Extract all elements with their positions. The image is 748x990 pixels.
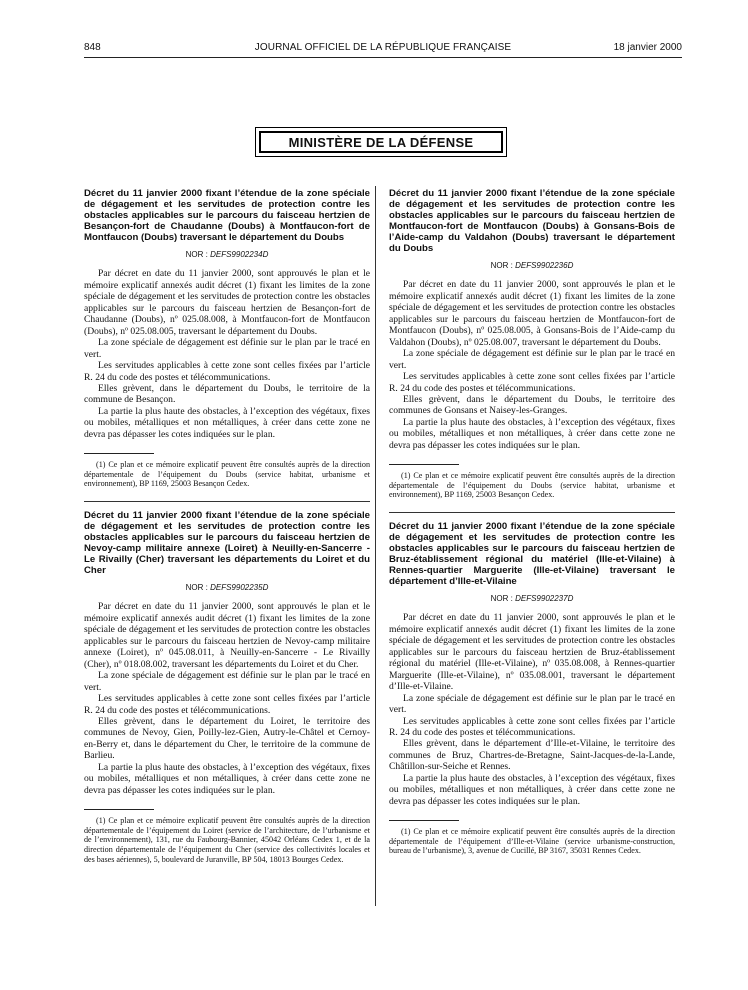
- decree-paragraph: Les servitudes applicables à cette zone sont celles fixées par l’article R. 24 du code des postes et télécommunications.: [389, 715, 675, 739]
- decree-paragraph: Par décret en date du 11 janvier 2000, sont approuvés le plan et le mémoire explicatif annexés audit décret (1) fixant les limites de la zone spéciale de dégagement et les servitudes de protection contre les obstacles applicables sur le parcours du faisceau hertzien de Besançon-fort de Chaudanne (Doubs), nº 025.08.008, à Montfaucon-fort de Montfaucon (Doubs), nº 025.08.005, traversant le département du Doubs.: [84, 268, 370, 337]
- decree-paragraph: La zone spéciale de dégagement est définie sur le plan par le tracé en vert.: [389, 348, 675, 371]
- nor-code: DEFS9902234D: [210, 250, 269, 259]
- decree-paragraph: La zone spéciale de dégagement est définie sur le plan par le tracé en vert.: [84, 337, 370, 360]
- decree-paragraph: La partie la plus haute des obstacles, à l’exception des végétaux, fixes ou mobiles, métalliques et non métalliques, à créer dans cette zone ne devra pas dépasser les cotes indiquées sur le plan.: [84, 405, 370, 440]
- nor-reference: [389, 260, 675, 271]
- footnote: (1) Ce plan et ce mémoire explicatif peuvent être consultés auprès de la direction départementale de l’équipement du Doubs (service habitat, urbanisme et environnement), BP 1169, 25003 Besançon Cedex.: [389, 471, 675, 500]
- decree: [84, 188, 370, 489]
- decree-title: Décret du 11 janvier 2000 fixant l’étendue de la zone spéciale de dégagement et les servitudes de protection contre les obstacles applicables sur le parcours du faisceau hertzien de Montfaucon-fort de Montfaucon (Doubs) à Gonsans-Bois de l’Aide-camp du Valdahon (Doubs) traversant le département du Doubs: [389, 188, 675, 254]
- nor-label: NOR :: [490, 594, 513, 604]
- nor-label: NOR :: [185, 583, 208, 593]
- footnote-rule: [84, 453, 154, 454]
- nor-label: NOR :: [490, 261, 513, 270]
- page-number: 848: [84, 42, 101, 53]
- decree-paragraph: Les servitudes applicables à cette zone sont celles fixées par l’article R. 24 du code des postes et télécommunications.: [84, 693, 370, 716]
- decree-paragraph: Elles grèvent, dans le département d’Ille-et-Vilaine, le territoire des communes de Bruz, Chartres-de-Bretagne, Saint-Jacques-de-la-Lande, Châtillon-sur-Seiche et Rennes.: [389, 738, 675, 773]
- decree-paragraph: La zone spéciale de dégagement est définie sur le plan par le tracé en vert.: [84, 670, 370, 693]
- nor-reference: [389, 593, 675, 604]
- decree-paragraph: Elles grèvent, dans le département du Loiret, le territoire des communes de Nevoy, Gien, Poilly-lez-Gien, Autry-le-Châtel et Cernoy-en-Berry et, dans le département du Cher, le territoire de la commune de Barlieu.: [84, 716, 370, 762]
- decree: [84, 510, 370, 864]
- decree: [389, 188, 675, 500]
- nor-reference: [84, 582, 370, 593]
- footnote-rule: [389, 464, 459, 465]
- decree-body: [389, 612, 675, 807]
- nor-code: DEFS9902235D: [210, 583, 269, 593]
- left-column: [84, 188, 370, 864]
- footnote: (1) Ce plan et ce mémoire explicatif peuvent être consultés auprès de la direction départementale de l’équipement du Loiret (service de l’architecture, de l’urbanisme et de l’environnement), 131, rue du Faubourg-Bannier, 45042 Orléans Cedex 1, et de la direction départementale de l’équipement du Cher (service des collectivités locales et des bases aériennes), 5, boulevard de Juranville, BP 504, 18013 Bourges Cedex.: [84, 816, 370, 864]
- decree-paragraph: Les servitudes applicables à cette zone sont celles fixées par l’article R. 24 du code des postes et télécommunications.: [84, 360, 370, 383]
- header-rule: [84, 57, 682, 58]
- nor-code: DEFS9902236D: [515, 261, 574, 270]
- right-column: [389, 188, 675, 856]
- footnote: (1) Ce plan et ce mémoire explicatif peuvent être consultés auprès de la direction départementale de l’équipement d’Ille-et-Vilaine (service urbanisme-construction, bureau de l’urbanisme), 3, avenue de Cucillé, BP 3167, 35031 Rennes Cedex.: [389, 827, 675, 856]
- decree-title: Décret du 11 janvier 2000 fixant l’étendue de la zone spéciale de dégagement et les servitudes de protection contre les obstacles applicables sur le parcours du faisceau hertzien de Bruz-établissement régional du matériel (Ille-et-Vilaine) à Rennes-quartier Marguerite (Ille-et-Vilaine) traversant le département d’Ille-et-Vilaine: [389, 521, 675, 588]
- nor-label: NOR :: [185, 250, 208, 259]
- footnote: (1) Ce plan et ce mémoire explicatif peuvent être consultés auprès de la direction départementale de l’équipement du Doubs (service habitat, urbanisme et environnement), BP 1169, 25003 Besançon Cedex.: [84, 460, 370, 489]
- decree-paragraph: Les servitudes applicables à cette zone sont celles fixées par l’article R. 24 du code des postes et télécommunications.: [389, 371, 675, 394]
- ministry-title: MINISTÈRE DE LA DÉFENSE: [259, 131, 503, 153]
- decree-paragraph: Elles grèvent, dans le département du Doubs, le territoire de la commune de Besançon.: [84, 382, 370, 406]
- decree: [389, 521, 675, 856]
- page-header: [84, 40, 682, 56]
- decree-paragraph: La partie la plus haute des obstacles, à l’exception des végétaux, fixes ou mobiles, métalliques et non métalliques, à créer dans cette zone ne devra pas dépasser les cotes indiquées sur le plan.: [389, 772, 675, 807]
- nor-code: DEFS9902237D: [515, 594, 574, 604]
- decree-paragraph: Par décret en date du 11 janvier 2000, sont approuvés le plan et le mémoire explicatif annexés audit décret (1) fixant les limites de la zone spéciale de dégagement et les servitudes de protection contre les obstacles applicables sur le parcours du faisceau hertzien de Nevoy-camp militaire annexe (Loiret), nº 045.08.011, à Neuilly-en-Sancerre - Le Rivailly (Cher), nº 018.08.002, traversant les départements du Loiret et du Cher.: [84, 601, 370, 670]
- decree-paragraph: Par décret en date du 11 janvier 2000, sont approuvés le plan et le mémoire explicatif annexés audit décret (1) fixant les limites de la zone spéciale de dégagement et les servitudes de protection contre les obstacles applicables sur le parcours du faisceau hertzien de Montfaucon-fort de Montfaucon (Doubs), nº 025.08.005, à Gonsans-Bois de l’Aide-camp du Valdahon (Doubs), nº 025.08.007, traversant le département du Doubs.: [389, 279, 675, 348]
- decree-paragraph: La partie la plus haute des obstacles, à l’exception des végétaux, fixes ou mobiles, métalliques et non métalliques, à créer dans cette zone ne devra pas dépasser les cotes indiquées sur le plan.: [84, 761, 370, 796]
- decree-title: Décret du 11 janvier 2000 fixant l’étendue de la zone spéciale de dégagement et les servitudes de protection contre les obstacles applicables sur le parcours du faisceau hertzien de Nevoy-camp militaire annexe (Loiret) à Neuilly-en-Sancerre - Le Rivailly (Cher) traversant les départements du Loiret et du Cher: [84, 510, 370, 577]
- decree-body: [389, 279, 675, 451]
- decree-paragraph: Elles grèvent, dans le département du Doubs, le territoire des communes de Gonsans et Naisey-les-Granges.: [389, 393, 675, 417]
- decree-body: [84, 601, 370, 796]
- footnote-rule: [389, 820, 459, 821]
- ministry-box: [255, 127, 507, 157]
- column-divider: [375, 186, 376, 906]
- decree-paragraph: La zone spéciale de dégagement est définie sur le plan par le tracé en vert.: [389, 692, 675, 716]
- decree-paragraph: La partie la plus haute des obstacles, à l’exception des végétaux, fixes ou mobiles, métalliques et non métalliques, à créer dans cette zone ne devra pas dépasser les cotes indiquées sur le plan.: [389, 416, 675, 451]
- footnote-rule: [84, 809, 154, 810]
- decree-body: [84, 268, 370, 440]
- nor-reference: [84, 249, 370, 260]
- issue-date: 18 janvier 2000: [613, 42, 682, 53]
- decree-paragraph: Par décret en date du 11 janvier 2000, sont approuvés le plan et le mémoire explicatif annexés audit décret (1) fixant les limites de la zone spéciale de dégagement et les servitudes de protection contre les obstacles applicables sur le parcours du faisceau hertzien de Bruz-établissement régional du matériel (Ille-et-Vilaine), nº 035.08.008, à Rennes-quartier Marguerite (Ille-et-Vilaine), nº 035.08.001, traversant le département d’Ille-et-Vilaine.: [389, 612, 675, 693]
- journal-title: JOURNAL OFFICIEL DE LA RÉPUBLIQUE FRANÇAISE: [254, 42, 512, 53]
- decree-title: Décret du 11 janvier 2000 fixant l’étendue de la zone spéciale de dégagement et les servitudes de protection contre les obstacles applicables sur le parcours du faisceau hertzien de Besançon-fort de Chaudanne (Doubs) à Montfaucon-fort de Montfaucon (Doubs) traversant le département du Doubs: [84, 188, 370, 243]
